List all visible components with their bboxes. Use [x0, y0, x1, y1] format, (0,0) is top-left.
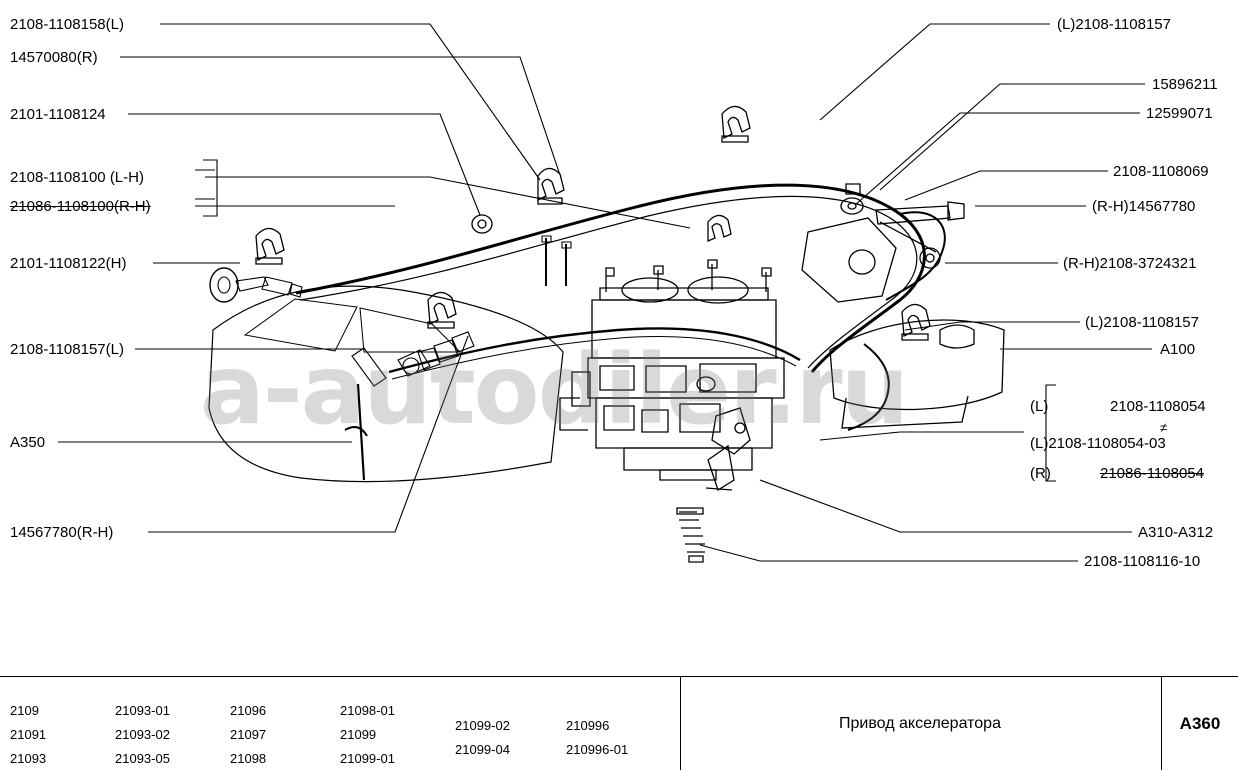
footer-cell: 21099-04 [455, 742, 510, 757]
footer-cell: 21099-01 [340, 751, 395, 766]
label-2108-1108054: 2108-1108054 [1110, 398, 1206, 415]
label-2108-1108100-LH: 2108-1108100 (L-H) [10, 169, 144, 186]
watermark-text: a-autodiler.ru [200, 334, 908, 446]
footer-cell: 21096 [230, 703, 267, 718]
footer-cell: 21093 [10, 751, 47, 766]
label-2108-1108157-L: 2108-1108157(L) [10, 341, 124, 358]
label-2108-1108069: 2108-1108069 [1113, 163, 1209, 180]
footer-column-2 [115, 699, 170, 771]
footer-cell: 21093-05 [115, 751, 170, 766]
label-2101-1108124: 2101-1108124 [10, 106, 106, 123]
label-L-2108-1108157-top: (L)2108-1108157 [1057, 16, 1171, 33]
label-group-R-prefix: (R) [1030, 465, 1051, 482]
footer-cell: 21098-01 [340, 703, 395, 718]
label-RH-2108-3724321: (R-H)2108-3724321 [1063, 255, 1197, 272]
footer-column-1 [10, 699, 46, 771]
label-14567780-RH: 14567780(R-H) [10, 524, 114, 541]
footer-column-6 [566, 714, 628, 762]
label-2108-1108158-L: 2108-1108158(L) [10, 16, 124, 33]
label-21086-1108100-RH: 21086-1108100(R-H) [10, 198, 151, 215]
label-12599071: 12599071 [1146, 105, 1213, 122]
label-a310-a312: A310-A312 [1138, 524, 1214, 541]
footer-column-3 [230, 699, 266, 771]
label-21086-1108054: 21086-1108054 [1100, 465, 1204, 482]
not-equal-icon: ≠ [1160, 420, 1168, 435]
footer-cell: 21093-01 [115, 703, 170, 718]
footer-column-4 [340, 699, 395, 771]
footer-cell: 21099 [340, 727, 377, 742]
label-14570080-R: 14570080(R) [10, 49, 98, 66]
footer-cell: 21091 [10, 727, 47, 742]
label-2108-1108116-10: 2108-1108116-10 [1084, 553, 1201, 570]
label-2101-1108122-H: 2101-1108122(H) [10, 255, 127, 272]
label-group-L-prefix: (L) [1030, 398, 1049, 415]
footer-cell: 21093-02 [115, 727, 170, 742]
footer-column-5 [455, 714, 510, 762]
footer-table [0, 676, 1238, 770]
label-RH-14567780: (R-H)14567780 [1092, 198, 1196, 215]
footer-cell: 210996 [566, 718, 610, 733]
diagram-code: A360 [1179, 713, 1221, 733]
label-a100: A100 [1160, 341, 1196, 358]
label-L-2108-1108157-mid: (L)2108-1108157 [1085, 314, 1199, 331]
footer-cell: 21099-02 [455, 718, 510, 733]
footer-cell: 21098 [230, 751, 267, 766]
label-L-2108-1108054-03: (L)2108-1108054-03 [1030, 435, 1166, 452]
label-a350: A350 [10, 434, 46, 451]
footer-cell: 210996-01 [566, 742, 629, 757]
footer-cell: 2109 [10, 703, 39, 718]
footer-cell: 21097 [230, 727, 267, 742]
diagram-title: Привод акселератора [839, 714, 1001, 732]
label-15896211: 15896211 [1152, 76, 1218, 93]
